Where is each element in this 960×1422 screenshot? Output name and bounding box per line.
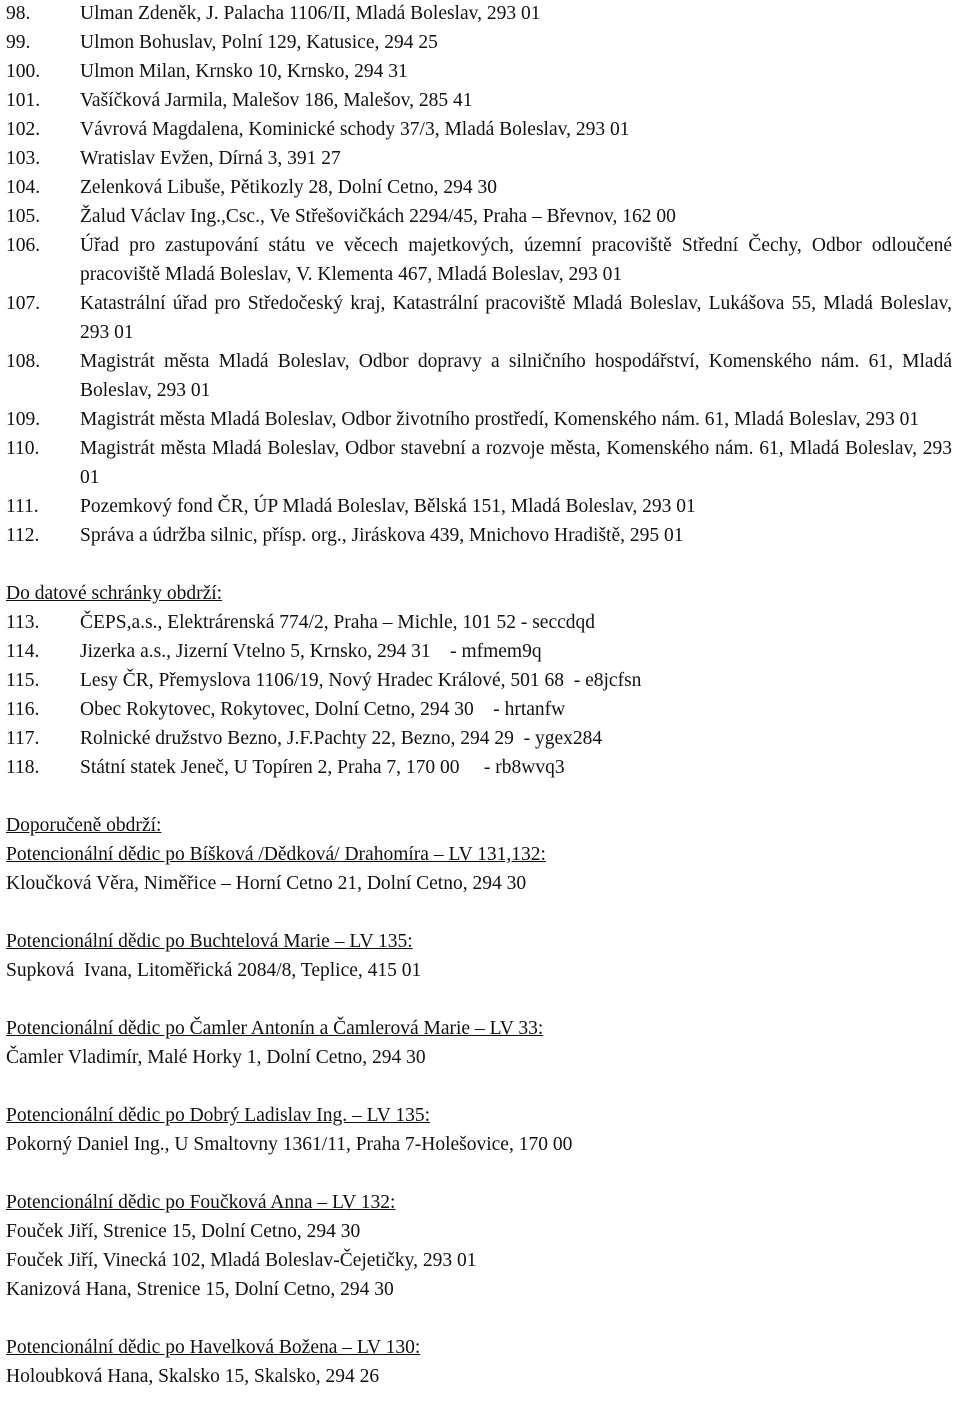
list-item <box>6 637 960 666</box>
item-text: Lesy ČR, Přemyslova 1106/19, Nový Hradec Králové, 501 68 - e8jcfsn <box>80 670 642 691</box>
list-item <box>6 405 960 434</box>
item-text: Státní statek Jeneč, U Topíren 2, Praha 7, 170 00 - rb8wvq3 <box>80 757 565 778</box>
item-text: Obec Rokytovec, Rokytovec, Dolní Cetno, 294 30 - hrtanfw <box>80 699 566 720</box>
item-text: Vávrová Magdalena, Kominické schody 37/3, Mladá Boleslav, 293 01 <box>80 119 630 140</box>
list-item <box>6 347 960 405</box>
list-item <box>6 753 960 782</box>
list-item <box>6 231 960 289</box>
list-item <box>6 144 960 173</box>
list-item <box>6 57 960 86</box>
list-item <box>6 28 960 57</box>
list-item <box>6 86 960 115</box>
list-item <box>6 0 960 28</box>
heir-group-title: Potencionální dědic po Buchtelová Marie – LV 135: <box>6 931 413 952</box>
list-item <box>6 115 960 144</box>
recommended-heading: Doporučeně obdrží: <box>6 815 162 836</box>
heir-group-title: Potencionální dědic po Foučková Anna – LV 132: <box>6 1192 396 1213</box>
heir-line: Supková Ivana, Litoměřická 2084/8, Teplice, 415 01 <box>6 960 422 981</box>
list-item <box>6 202 960 231</box>
recipient-list <box>6 0 960 550</box>
item-text: Rolnické družstvo Bezno, J.F.Pachty 22, Bezno, 294 29 - ygex284 <box>80 728 603 749</box>
item-number: 106. <box>6 235 41 256</box>
item-number: 116. <box>6 699 40 720</box>
heir-line: Pokorný Daniel Ing., U Smaltovny 1361/11, Praha 7-Holešovice, 170 00 <box>6 1134 573 1155</box>
heir-line: Kloučková Věra, Niměřice – Horní Cetno 21, Dolní Cetno, 294 30 <box>6 873 527 894</box>
item-number: 98. <box>6 3 31 24</box>
heir-group <box>6 1188 960 1304</box>
item-text: Žalud Václav Ing.,Csc., Ve Střešovičkách 2294/45, Praha – Břevnov, 162 00 <box>80 206 676 227</box>
item-text: Ulmon Bohuslav, Polní 129, Katusice, 294 25 <box>80 32 438 53</box>
databox-heading: Do datové schránky obdrží: <box>6 583 223 604</box>
item-number: 111. <box>6 496 39 517</box>
heir-group <box>6 927 960 985</box>
item-number: 110. <box>6 438 40 459</box>
item-number: 101. <box>6 90 41 111</box>
heir-line: Kanizová Hana, Strenice 15, Dolní Cetno, 294 30 <box>6 1279 394 1300</box>
heir-group-title: Potencionální dědic po Bíšková /Dědková/ Drahomíra – LV 131,132: <box>6 844 546 865</box>
heir-group <box>6 1333 960 1391</box>
item-number: 118. <box>6 757 40 778</box>
heir-line: Holoubková Hana, Skalsko 15, Skalsko, 294 26 <box>6 1366 380 1387</box>
item-text: Vašíčková Jarmila, Malešov 186, Malešov, 285 41 <box>80 90 473 111</box>
item-text: Pozemkový fond ČR, ÚP Mladá Boleslav, Bělská 151, Mladá Boleslav, 293 01 <box>80 496 696 517</box>
recommended-groups <box>6 840 960 1391</box>
item-number: 102. <box>6 119 41 140</box>
item-number: 99. <box>6 32 31 53</box>
heir-group <box>6 840 960 898</box>
heir-group <box>6 1014 960 1072</box>
list-item <box>6 695 960 724</box>
item-text: Magistrát města Mladá Boleslav, Odbor životního prostředí, Komenského nám. 61, Mladá Boleslav, 293 01 <box>80 409 920 430</box>
list-item <box>6 666 960 695</box>
heir-group-title: Potencionální dědic po Dobrý Ladislav Ing. – LV 135: <box>6 1105 431 1126</box>
item-text: Wratislav Evžen, Dírná 3, 391 27 <box>80 148 341 169</box>
item-number: 114. <box>6 641 40 662</box>
heir-group-title: Potencionální dědic po Havelková Božena – LV 130: <box>6 1337 421 1358</box>
item-text: Zelenková Libuše, Pětikozly 28, Dolní Cetno, 294 30 <box>80 177 498 198</box>
list-item <box>6 173 960 202</box>
item-text: Úřad pro zastupování státu ve věcech majetkových, územní pracoviště Střední Čechy, Odbor odloučené pracoviště Mladá Boleslav, V. Klementa 467, Mladá Boleslav, 293 01 <box>80 235 952 285</box>
item-number: 112. <box>6 525 40 546</box>
heir-group <box>6 1101 960 1159</box>
list-item <box>6 289 960 347</box>
heir-line: Čamler Vladimír, Malé Horky 1, Dolní Cetno, 294 30 <box>6 1047 426 1068</box>
item-text: Magistrát města Mladá Boleslav, Odbor dopravy a silničního hospodářství, Komenského nám. 61, Mladá Boleslav, 293 01 <box>80 351 952 401</box>
item-number: 107. <box>6 293 41 314</box>
heir-group-title: Potencionální dědic po Čamler Antonín a Čamlerová Marie – LV 33: <box>6 1018 544 1039</box>
item-number: 117. <box>6 728 40 749</box>
list-item <box>6 492 960 521</box>
item-number: 100. <box>6 61 41 82</box>
item-number: 105. <box>6 206 41 227</box>
databox-list <box>6 608 960 782</box>
item-text: Katastrální úřad pro Středočeský kraj, Katastrální pracoviště Mladá Boleslav, Lukášova 55, Mladá Boleslav, 293 01 <box>80 293 952 343</box>
item-number: 103. <box>6 148 41 169</box>
item-text: Ulman Zdeněk, J. Palacha 1106/II, Mladá Boleslav, 293 01 <box>80 3 541 24</box>
item-text: Správa a údržba silnic, přísp. org., Jiráskova 439, Mnichovo Hradiště, 295 01 <box>80 525 684 546</box>
item-number: 109. <box>6 409 41 430</box>
item-number: 104. <box>6 177 41 198</box>
list-item <box>6 724 960 753</box>
heir-line: Fouček Jiří, Strenice 15, Dolní Cetno, 294 30 <box>6 1221 361 1242</box>
heir-line: Fouček Jiří, Vinecká 102, Mladá Boleslav-Čejetičky, 293 01 <box>6 1250 477 1271</box>
item-number: 113. <box>6 612 40 633</box>
item-number: 108. <box>6 351 41 372</box>
list-item <box>6 608 960 637</box>
item-text: Magistrát města Mladá Boleslav, Odbor stavební a rozvoje města, Komenského nám. 61, Mladá Boleslav, 293 01 <box>80 438 952 488</box>
list-item <box>6 521 960 550</box>
item-text: Ulmon Milan, Krnsko 10, Krnsko, 294 31 <box>80 61 408 82</box>
list-item <box>6 434 960 492</box>
item-number: 115. <box>6 670 40 691</box>
item-text: ČEPS,a.s., Elektrárenská 774/2, Praha – Michle, 101 52 - seccdqd <box>80 612 596 633</box>
item-text: Jizerka a.s., Jizerní Vtelno 5, Krnsko, 294 31 - mfmem9q <box>80 641 542 662</box>
